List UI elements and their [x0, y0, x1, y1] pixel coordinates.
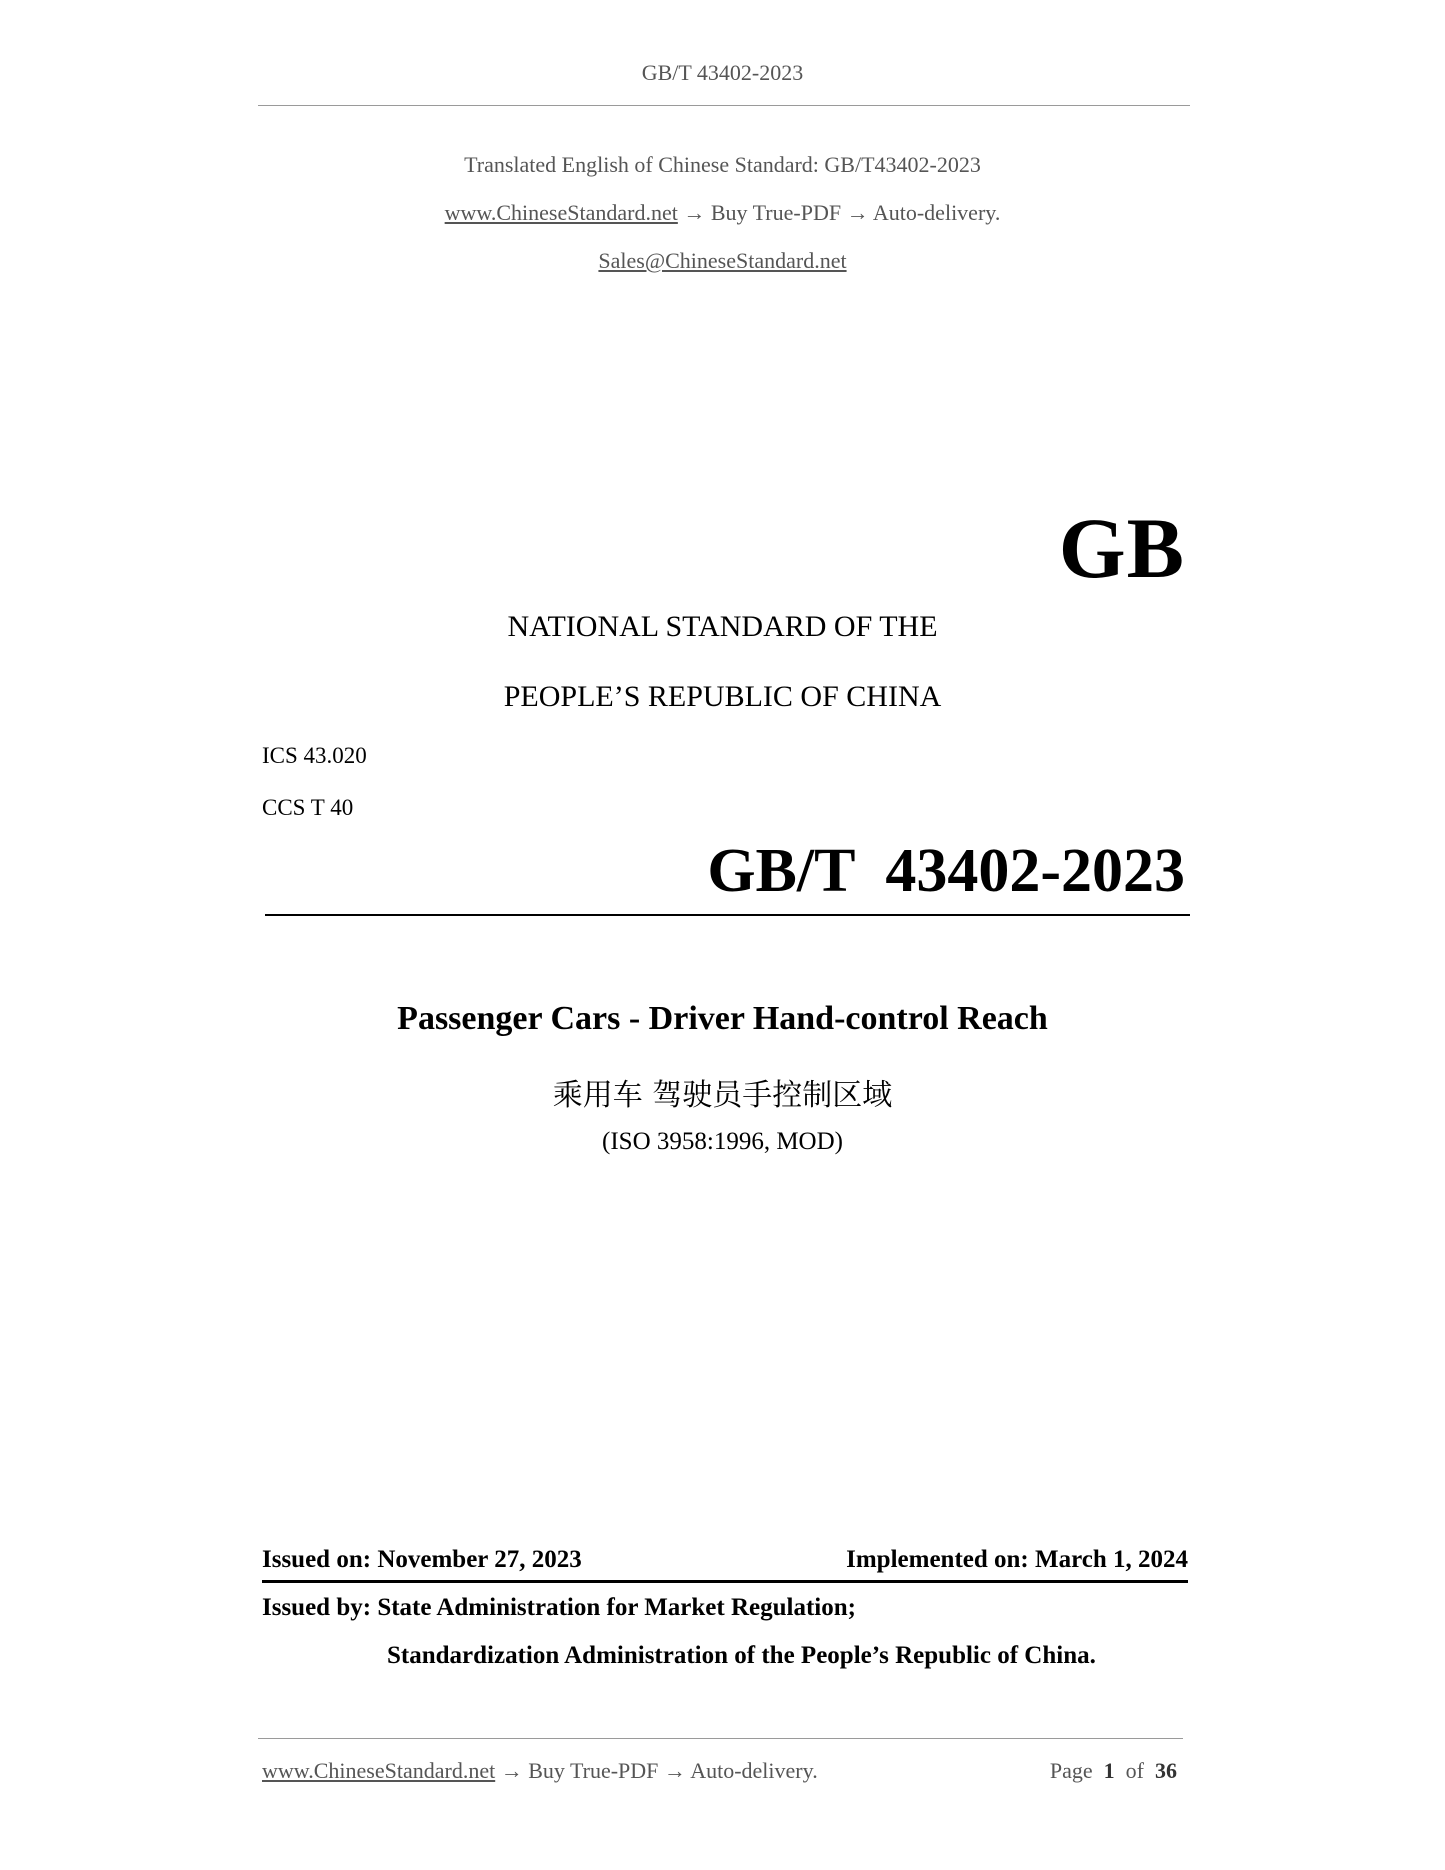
- site-link[interactable]: www.ChineseStandard.net: [444, 200, 678, 225]
- national-standard-line1: NATIONAL STANDARD OF THE: [507, 610, 938, 643]
- footer-site-link[interactable]: www.ChineseStandard.net: [262, 1758, 496, 1783]
- standard-number: GB/T 43402-2023: [707, 837, 1185, 905]
- ics-code: ICS 43.020: [262, 743, 367, 768]
- footer-delivery-text: Auto-delivery.: [690, 1758, 818, 1783]
- page-number: [1050, 1758, 1177, 1784]
- purchase-line: [0, 200, 1445, 226]
- issued-by-line2: Standardization Administration of the People’s Republic of China.: [387, 1642, 1096, 1669]
- gb-mark: GB: [1058, 500, 1185, 596]
- issued-on: Issued on: November 27, 2023: [262, 1546, 582, 1573]
- header-divider: [258, 105, 1190, 106]
- arrow-right-icon: →: [683, 200, 706, 225]
- footer-purchase-line: [262, 1758, 818, 1784]
- arrow-right-icon: →: [846, 200, 869, 225]
- issued-by-line1: Issued by: State Administration for Market Regulation;: [262, 1594, 856, 1621]
- delivery-text: Auto-delivery.: [872, 200, 1001, 225]
- translated-line: Translated English of Chinese Standard: GB/T43402-2023: [464, 152, 981, 177]
- buy-text: Buy True-PDF: [710, 200, 842, 225]
- implemented-on: Implemented on: March 1, 2024: [846, 1546, 1188, 1573]
- national-standard-line2: PEOPLE’S REPUBLIC OF CHINA: [503, 680, 942, 713]
- standard-number-rule: [265, 914, 1190, 916]
- sales-email-link[interactable]: Sales@ChineseStandard.net: [598, 248, 847, 273]
- footer-buy-text: Buy True-PDF: [528, 1758, 659, 1783]
- email-line: [0, 248, 1445, 274]
- page-label: Page: [1049, 1758, 1093, 1783]
- running-header-title: GB/T 43402-2023: [641, 60, 804, 85]
- ccs-code: CCS T 40: [262, 795, 354, 820]
- title-english: Passenger Cars - Driver Hand-control Reach: [397, 1000, 1048, 1037]
- page-of: of: [1125, 1758, 1144, 1783]
- title-chinese: 乘用车 驾驶员手控制区域: [552, 1078, 893, 1113]
- page-total: 36: [1155, 1758, 1177, 1783]
- arrow-right-icon: →: [500, 1758, 523, 1783]
- arrow-right-icon: →: [663, 1758, 686, 1783]
- iso-reference: (ISO 3958:1996, MOD): [602, 1128, 843, 1155]
- page-current: 1: [1103, 1758, 1115, 1783]
- issuance-rule: [262, 1580, 1188, 1583]
- footer-divider: [258, 1738, 1183, 1739]
